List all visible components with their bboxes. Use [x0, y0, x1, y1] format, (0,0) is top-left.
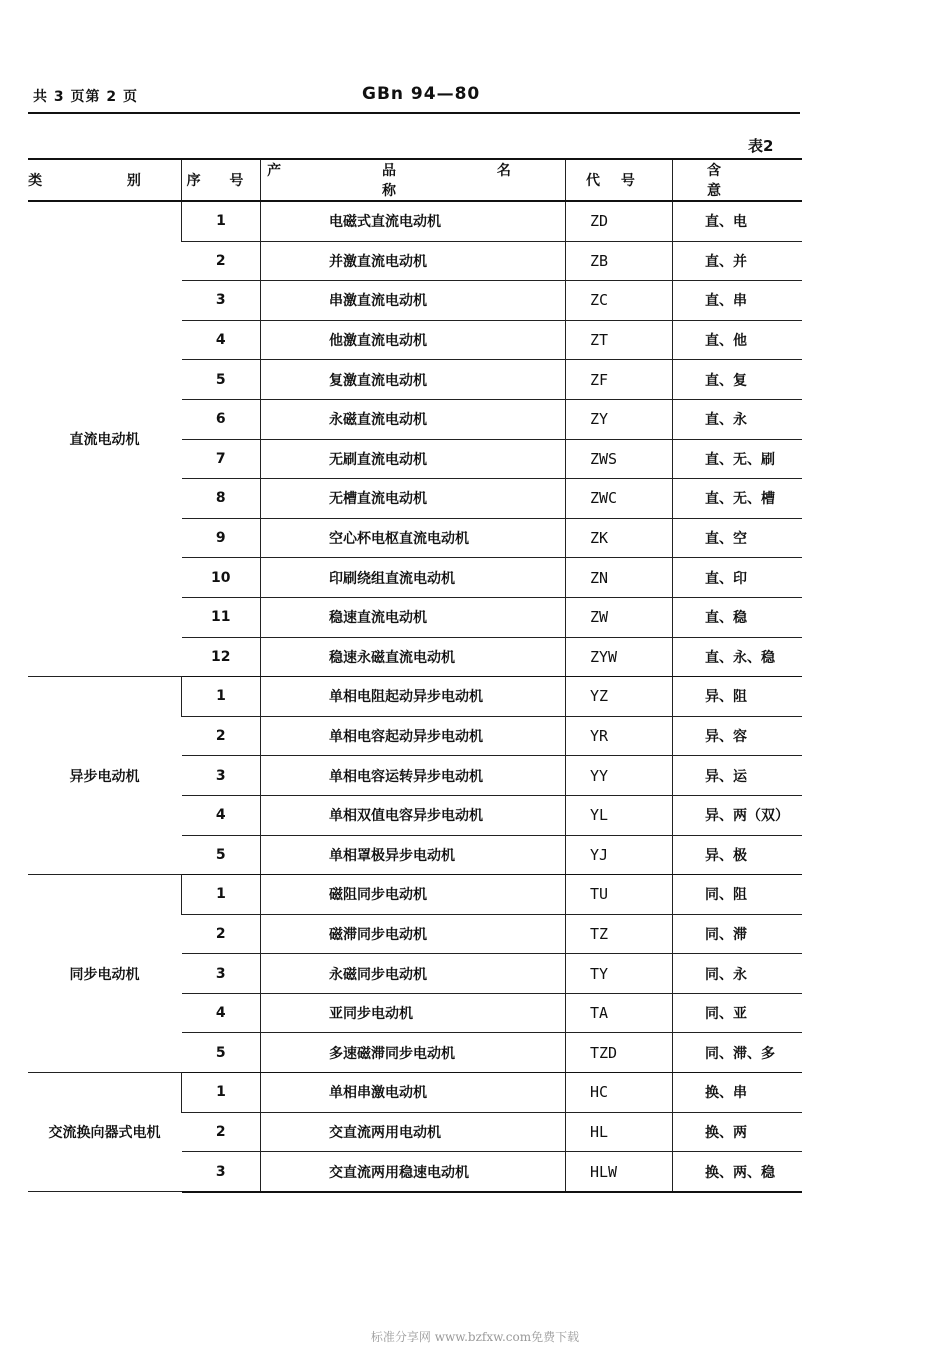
meaning-cell: 直、串	[673, 281, 803, 321]
meaning-cell: 直、永、稳	[673, 637, 803, 677]
code-cell: ZD	[566, 201, 673, 241]
code-cell: YY	[566, 756, 673, 796]
row-number-cell: 1	[182, 677, 261, 717]
meaning-cell: 直、无、刷	[673, 439, 803, 479]
code-cell: YJ	[566, 835, 673, 875]
meaning-cell: 同、滞	[673, 914, 803, 954]
code-cell: TZD	[566, 1033, 673, 1073]
meaning-cell: 异、运	[673, 756, 803, 796]
product-name-cell: 永磁直流电动机	[261, 399, 566, 439]
code-cell: ZY	[566, 399, 673, 439]
footer-watermark-text: 标准分享网 www.bzfxw.com免费下载	[370, 1330, 580, 1344]
product-name-cell: 他激直流电动机	[261, 320, 566, 360]
product-name-cell: 单相双值电容异步电动机	[261, 795, 566, 835]
product-name-cell: 交直流两用稳速电动机	[261, 1152, 566, 1192]
product-name-cell: 单相电容起动异步电动机	[261, 716, 566, 756]
meaning-cell: 异、极	[673, 835, 803, 875]
row-number-cell: 4	[182, 993, 261, 1033]
meaning-cell: 直、永	[673, 399, 803, 439]
code-cell: TU	[566, 875, 673, 915]
row-number-cell: 6	[182, 399, 261, 439]
code-cell: ZB	[566, 241, 673, 281]
product-name-cell: 单相电容运转异步电动机	[261, 756, 566, 796]
row-number-cell: 3	[182, 281, 261, 321]
product-name-cell: 印刷绕组直流电动机	[261, 558, 566, 598]
code-cell: HLW	[566, 1152, 673, 1192]
table-row	[28, 201, 802, 241]
product-name-cell: 单相罩极异步电动机	[261, 835, 566, 875]
column-header-product-name: 产 品 名 称	[261, 159, 566, 201]
row-number-cell: 12	[182, 637, 261, 677]
meaning-cell: 换、串	[673, 1073, 803, 1113]
category-cell: 交流换向器式电机	[28, 1073, 182, 1192]
row-number-cell: 3	[182, 1152, 261, 1192]
meaning-cell: 同、永	[673, 954, 803, 994]
code-cell: HL	[566, 1112, 673, 1152]
code-cell: ZYW	[566, 637, 673, 677]
product-name-cell: 无槽直流电动机	[261, 479, 566, 519]
code-cell: ZW	[566, 597, 673, 637]
row-number-cell: 4	[182, 795, 261, 835]
product-name-cell: 复激直流电动机	[261, 360, 566, 400]
meaning-cell: 异、两（双）	[673, 795, 803, 835]
code-cell: ZT	[566, 320, 673, 360]
product-name-cell: 磁滞同步电动机	[261, 914, 566, 954]
table-label: 表2	[748, 137, 774, 155]
product-name-cell: 单相电阻起动异步电动机	[261, 677, 566, 717]
product-name-cell: 稳速直流电动机	[261, 597, 566, 637]
row-number-cell: 5	[182, 1033, 261, 1073]
column-header-category: 类 别	[28, 159, 182, 201]
row-number-cell: 2	[182, 1112, 261, 1152]
product-name-cell: 交直流两用电动机	[261, 1112, 566, 1152]
product-name-cell: 空心杯电枢直流电动机	[261, 518, 566, 558]
code-cell: YR	[566, 716, 673, 756]
product-name-cell: 并激直流电动机	[261, 241, 566, 281]
category-cell: 同步电动机	[28, 875, 182, 1073]
row-number-cell: 5	[182, 360, 261, 400]
code-cell: TZ	[566, 914, 673, 954]
row-number-cell: 5	[182, 835, 261, 875]
row-number-cell: 10	[182, 558, 261, 598]
code-cell: HC	[566, 1073, 673, 1113]
row-number-cell: 4	[182, 320, 261, 360]
column-header-number: 序 号	[182, 159, 261, 201]
row-number-cell: 3	[182, 954, 261, 994]
table-body	[28, 201, 802, 1192]
product-name-cell: 串激直流电动机	[261, 281, 566, 321]
meaning-cell: 换、两	[673, 1112, 803, 1152]
product-name-cell: 稳速永磁直流电动机	[261, 637, 566, 677]
category-cell: 直流电动机	[28, 201, 182, 677]
meaning-cell: 直、电	[673, 201, 803, 241]
row-number-cell: 1	[182, 201, 261, 241]
table-header-row	[28, 159, 802, 201]
code-cell: ZWS	[566, 439, 673, 479]
column-header-meaning: 含 意	[673, 159, 803, 201]
code-cell: ZWC	[566, 479, 673, 519]
meaning-cell: 直、无、槽	[673, 479, 803, 519]
meaning-cell: 异、阻	[673, 677, 803, 717]
code-cell: TY	[566, 954, 673, 994]
meaning-cell: 异、容	[673, 716, 803, 756]
product-name-cell: 无刷直流电动机	[261, 439, 566, 479]
page-info: 共 3 页第 2 页	[33, 89, 138, 105]
code-cell: YL	[566, 795, 673, 835]
product-name-cell: 多速磁滞同步电动机	[261, 1033, 566, 1073]
category-cell: 异步电动机	[28, 677, 182, 875]
table-row	[28, 677, 802, 717]
row-number-cell: 8	[182, 479, 261, 519]
row-number-cell: 9	[182, 518, 261, 558]
table-row	[28, 1073, 802, 1113]
product-name-cell: 电磁式直流电动机	[261, 201, 566, 241]
row-number-cell: 1	[182, 875, 261, 915]
code-cell: TA	[566, 993, 673, 1033]
code-cell: YZ	[566, 677, 673, 717]
code-cell: ZK	[566, 518, 673, 558]
header-rule	[28, 112, 800, 114]
standard-number: GBn 94—80	[362, 84, 481, 104]
code-cell: ZC	[566, 281, 673, 321]
product-name-cell: 单相串激电动机	[261, 1073, 566, 1113]
column-header-code: 代 号	[566, 159, 673, 201]
product-name-cell: 永磁同步电动机	[261, 954, 566, 994]
meaning-cell: 同、亚	[673, 993, 803, 1033]
meaning-cell: 直、复	[673, 360, 803, 400]
row-number-cell: 7	[182, 439, 261, 479]
motor-code-table	[28, 158, 802, 1193]
product-name-cell: 磁阻同步电动机	[261, 875, 566, 915]
meaning-cell: 换、两、稳	[673, 1152, 803, 1192]
table-row	[28, 875, 802, 915]
row-number-cell: 1	[182, 1073, 261, 1113]
row-number-cell: 2	[182, 914, 261, 954]
meaning-cell: 同、滞、多	[673, 1033, 803, 1073]
product-name-cell: 亚同步电动机	[261, 993, 566, 1033]
code-cell: ZN	[566, 558, 673, 598]
meaning-cell: 直、他	[673, 320, 803, 360]
row-number-cell: 3	[182, 756, 261, 796]
row-number-cell: 2	[182, 241, 261, 281]
code-cell: ZF	[566, 360, 673, 400]
meaning-cell: 同、阻	[673, 875, 803, 915]
meaning-cell: 直、稳	[673, 597, 803, 637]
row-number-cell: 11	[182, 597, 261, 637]
meaning-cell: 直、印	[673, 558, 803, 598]
row-number-cell: 2	[182, 716, 261, 756]
meaning-cell: 直、并	[673, 241, 803, 281]
meaning-cell: 直、空	[673, 518, 803, 558]
